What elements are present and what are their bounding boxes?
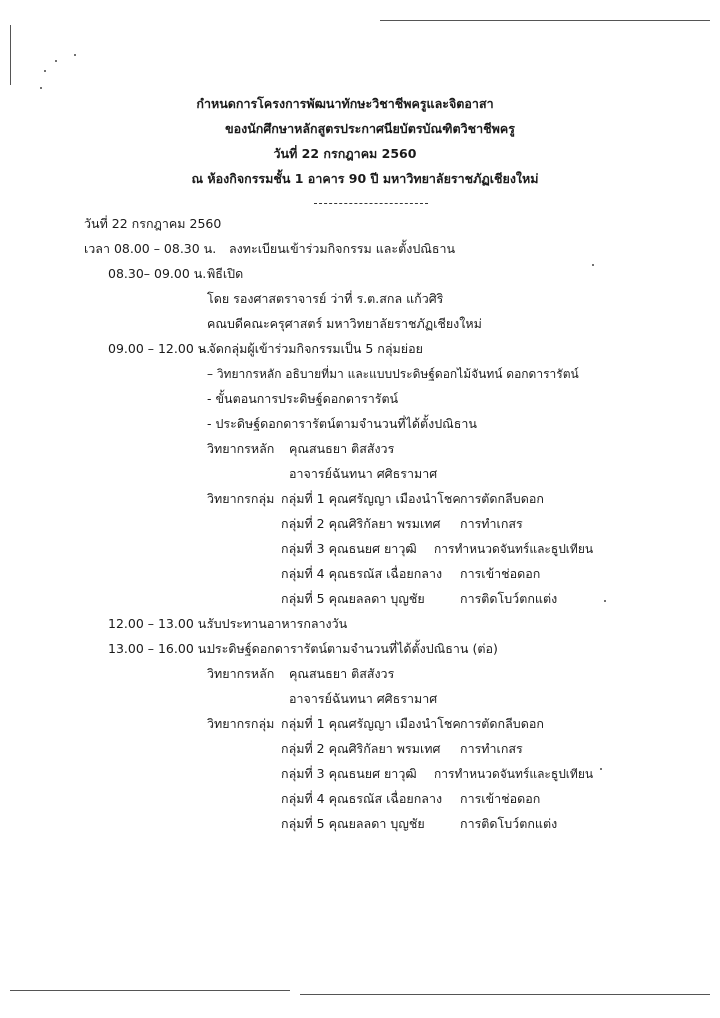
slot3-bullet: – วิทยากรหลัก อธิบายที่มา และแบบประดิษฐ์ดอกไม้จันทน์ ดอกดารารัตน์ bbox=[207, 367, 579, 381]
group-speaker: กลุ่มที่ 4 คุณธรณัส เฉื่อยกลาง bbox=[281, 566, 443, 581]
slot3-main-speaker: อาจารย์ฉันทนา ศศิธรามาศ bbox=[289, 466, 438, 481]
group-task: การตัดกลีบดอก bbox=[460, 491, 544, 506]
group-speaker: กลุ่มที่ 1 คุณศรัญญา เมืองนำโชค bbox=[281, 716, 461, 731]
slot3-group-speaker-label: วิทยากรกลุ่ม bbox=[207, 491, 275, 506]
slot3-time: 09.00 – 12.00 น. bbox=[108, 341, 211, 356]
doc-title: กำหนดการโครงการพัฒนาทักษะวิชาชีพครูและจิตอาสา bbox=[196, 96, 494, 111]
slot5-group-speaker-label: วิทยากรกลุ่ม bbox=[207, 716, 275, 731]
group-task: การตัดกลีบดอก bbox=[460, 716, 544, 731]
group-speaker: กลุ่มที่ 4 คุณธรณัส เฉื่อยกลาง bbox=[281, 791, 443, 806]
group-task: การติดโบว์ตกแต่ง bbox=[460, 816, 558, 831]
scan-line-left bbox=[10, 25, 11, 85]
group-task: การติดโบว์ตกแต่ง bbox=[460, 591, 558, 606]
slot1-activity: ลงทะเบียนเข้าร่วมกิจกรรม และตั้งปณิธาน bbox=[229, 241, 456, 256]
slot2-activity: พิธีเปิด bbox=[207, 266, 244, 281]
scan-speck bbox=[592, 264, 594, 266]
slot3-main-speaker-label: วิทยากรหลัก bbox=[207, 441, 275, 456]
group-task: การเข้าช่อดอก bbox=[460, 791, 541, 806]
slot3-activity: - จัดกลุ่มผู้เข้าร่วมกิจกรรมเป็น 5 กลุ่มย่อย bbox=[200, 341, 423, 356]
group-speaker: กลุ่มที่ 2 คุณศิริกัลยา พรมเทศ bbox=[281, 741, 441, 756]
scan-line-bottom-right bbox=[300, 994, 710, 995]
scan-speck bbox=[40, 87, 42, 89]
slot5-activity: ประดิษฐ์ดอกดารารัตน์ตามจำนวนที่ได้ตั้งปณิธาน (ต่อ) bbox=[207, 641, 498, 656]
doc-subtitle: ของนักศึกษาหลักสูตรประกาศนียบัตรบัณฑิตวิชาชีพครู bbox=[225, 121, 515, 136]
slot3-bullet: - ขั้นตอนการประดิษฐ์ดอกดารารัตน์ bbox=[207, 391, 399, 406]
scan-line-bottom-left bbox=[10, 990, 290, 991]
group-speaker: กลุ่มที่ 1 คุณศรัญญา เมืองนำโชค bbox=[281, 491, 461, 506]
slot5-time: 13.00 – 16.00 น. bbox=[108, 641, 211, 656]
slot3-main-speaker: คุณสนธยา ติสสังวร bbox=[289, 441, 395, 456]
group-speaker: กลุ่มที่ 5 คุณยลลดา บุญชัย bbox=[281, 591, 425, 606]
slot5-main-speaker: คุณสนธยา ติสสังวร bbox=[289, 666, 395, 681]
slot2-time: 08.30– 09.00 น. bbox=[108, 266, 207, 281]
group-task: การทำหนวดจันทร์และธูปเทียน bbox=[434, 542, 594, 556]
group-speaker: กลุ่มที่ 3 คุณธนยศ ยาวุฒิ bbox=[281, 766, 417, 781]
slot4-time: 12.00 – 13.00 น. bbox=[108, 616, 211, 631]
scan-speck bbox=[604, 600, 606, 602]
slot4-activity: รับประทานอาหารกลางวัน bbox=[207, 616, 348, 631]
group-task: การทำหนวดจันทร์และธูปเทียน bbox=[434, 767, 594, 781]
slot2-detail: คณบดีคณะครุศาสตร์ มหาวิทยาลัยราชภัฏเชียงใหม่ bbox=[207, 316, 482, 331]
group-speaker: กลุ่มที่ 5 คุณยลลดา บุญชัย bbox=[281, 816, 425, 831]
slot2-detail: โดย รองศาสตราจารย์ ว่าที่ ร.ต.สกล แก้วศิริ bbox=[207, 291, 444, 306]
group-speaker: กลุ่มที่ 3 คุณธนยศ ยาวุฒิ bbox=[281, 541, 417, 556]
header-divider bbox=[314, 203, 428, 204]
scan-speck bbox=[44, 70, 46, 72]
doc-date: วันที่ 22 กรกฎาคม 2560 bbox=[273, 146, 417, 161]
group-speaker: กลุ่มที่ 2 คุณศิริกัลยา พรมเทศ bbox=[281, 516, 441, 531]
scan-line-top bbox=[380, 20, 710, 21]
doc-venue: ณ ห้องกิจกรรมชั้น 1 อาคาร 90 ปี มหาวิทยาลัยราชภัฏเชียงใหม่ bbox=[191, 171, 539, 186]
slot5-main-speaker-label: วิทยากรหลัก bbox=[207, 666, 275, 681]
slot1-time: เวลา 08.00 – 08.30 น. bbox=[84, 241, 217, 256]
slot3-bullet: - ประดิษฐ์ดอกดารารัตน์ตามจำนวนที่ได้ตั้งปณิธาน bbox=[207, 416, 477, 431]
slot5-main-speaker: อาจารย์ฉันทนา ศศิธรามาศ bbox=[289, 691, 438, 706]
group-task: การทำเกสร bbox=[460, 516, 523, 531]
scan-speck bbox=[55, 60, 57, 62]
scan-speck bbox=[600, 768, 602, 770]
date-heading: วันที่ 22 กรกฎาคม 2560 bbox=[84, 216, 222, 231]
group-task: การทำเกสร bbox=[460, 741, 523, 756]
group-task: การเข้าช่อดอก bbox=[460, 566, 541, 581]
scan-speck bbox=[74, 54, 76, 56]
